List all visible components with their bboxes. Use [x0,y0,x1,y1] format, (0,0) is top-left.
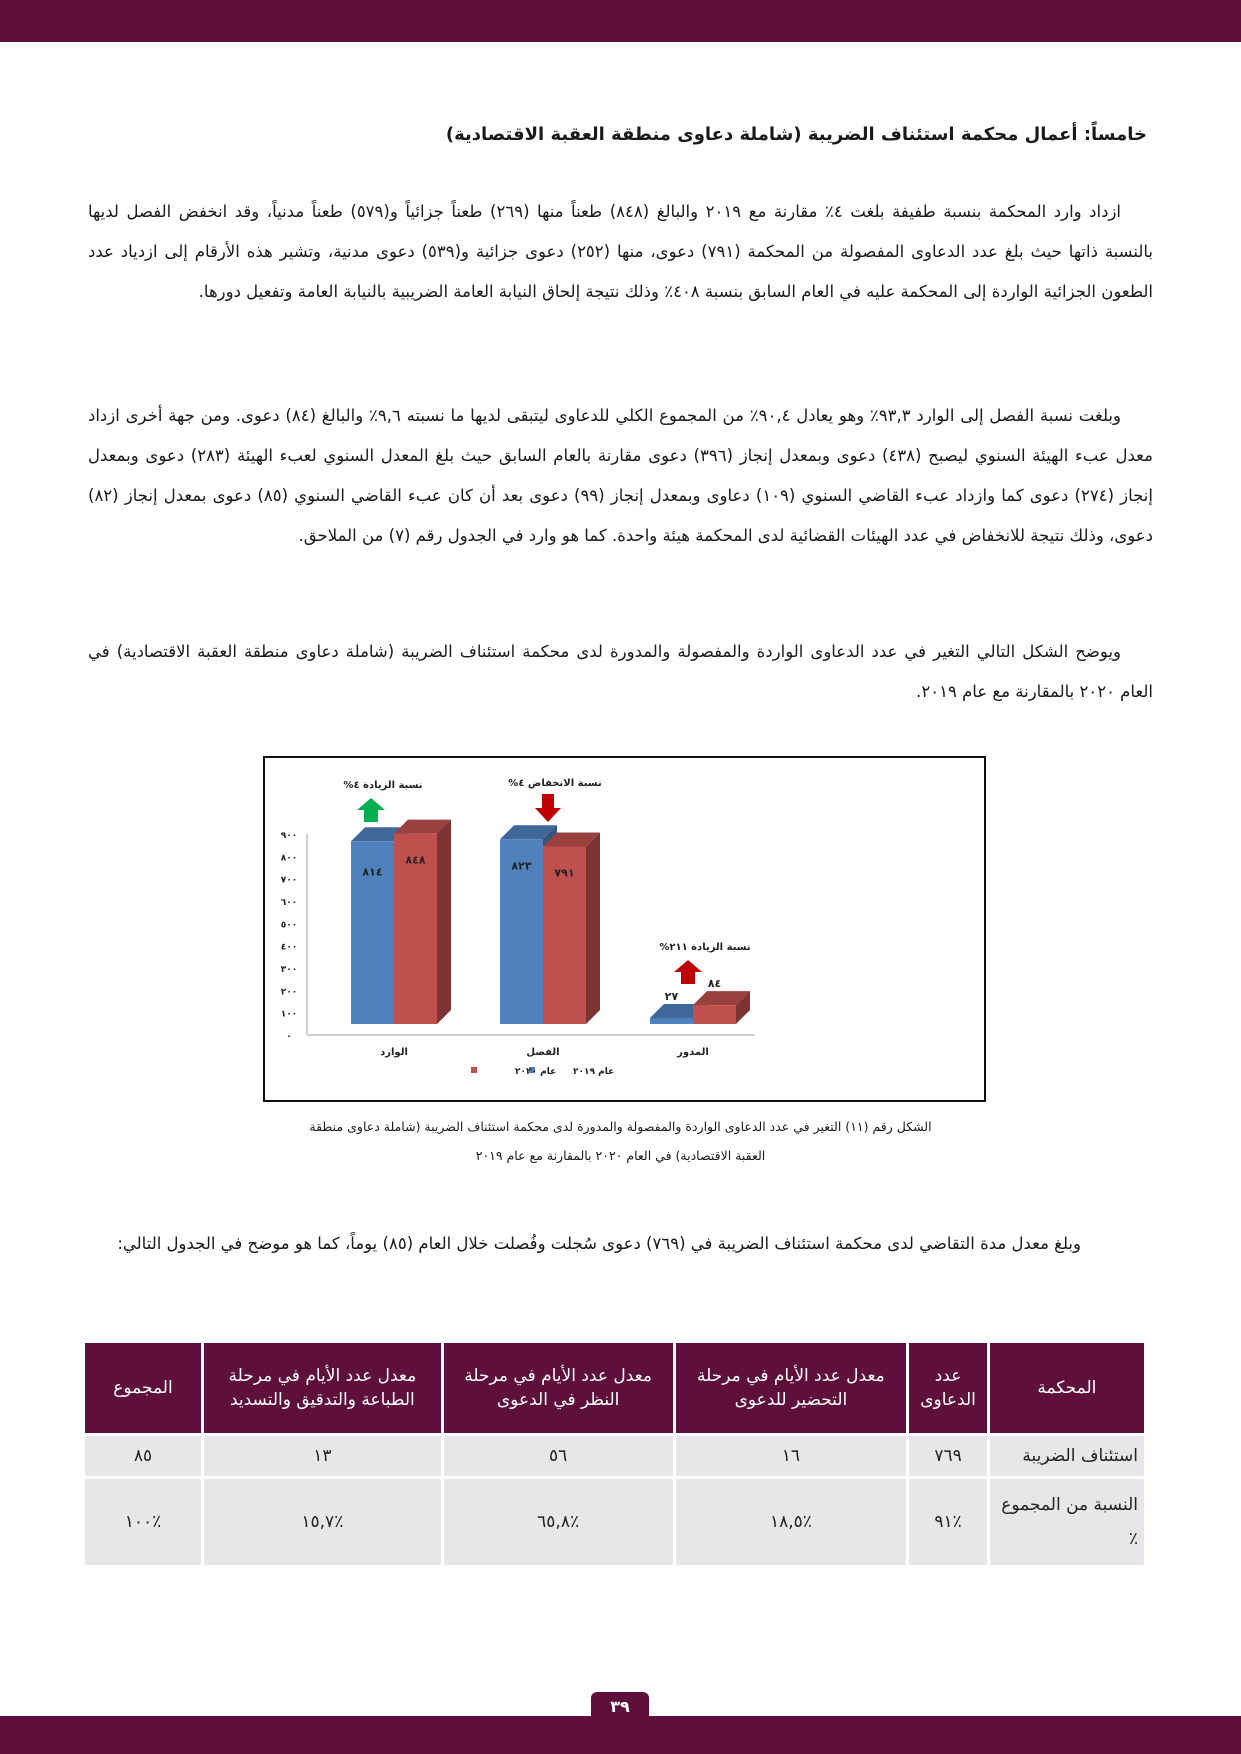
section-heading: خامساً: أعمال محكمة استئناف الضريبة (شاملة دعاوى منطقة العقبة الاقتصادية) [445,124,1147,145]
data-label: ٨١٤ [362,865,383,879]
y-tick-label: ٤٠٠ [280,942,298,953]
header-band [0,0,1241,42]
data-label: ٢٧ [664,989,679,1003]
table-header-row [85,1343,1144,1433]
y-tick-label: ٥٠٠ [280,920,298,931]
paragraph-1-text: ازداد وارد المحكمة بنسبة طفيفة بلغت ٤٪ مقارنة مع ٢٠١٩ والبالغ (٨٤٨) طعناً منها (٢٦٩) طعناً جزائياً و(٥٧٩) طعناً مدنياً، وقد انخفض الفصل لديها بالنسبة ذاتها حيث بلغ عدد الدعاوى المفصولة من المحكمة (٧٩١) دعوى، منها (٢٥٢) دعوى جزائية و(٥٣٩) دعوى مدنية، وتشير هذه الأرقام إلى ازدياد عدد الطعون الجزائية الواردة إلى المحكمة عليه في العام السابق بنسبة ٤٠٨٪ وذلك نتيجة إلحاق النيابة العامة الضريبية بالنيابة العامة وتفعيل دورها. [88,202,1154,301]
data-label: ٨٤ [707,977,722,991]
legend-label: عام ٢٠١٩ [573,1067,615,1077]
annotation-label: نسبة الزيادة ٢١١% [659,942,751,953]
y-tick-label: ٢٠٠ [280,987,298,998]
page-number: ٣٩ [591,1692,649,1720]
paragraph-2-text: وبلغت نسبة الفصل إلى الوارد ٩٣,٣٪ وهو يعادل ٩٠,٤٪ من المجموع الكلي للدعاوى ليتبقى لديها ما نسبته ٩,٦٪ والبالغ (٨٤) دعوى. ومن جهة أخرى ازداد معدل عبء الهيئة السنوي ليصبح (٤٣٨) دعوى وبمعدل إنجاز (٣٩٦) دعوى مقارنة بالعام السابق حيث بلغ المعدل السنوي لعبء الهيئة (٢٨٣) دعوى وبمعدل إنجاز (٢٧٤) دعوى كما وازداد عبء القاضي السنوي (١٠٩) دعاوى وبمعدل إنجاز (٩٩) دعوى بعد أن كان عبء القاضي السنوي (٨٥) دعوى بمعدل إنجاز (٨٢) دعوى، وذلك نتيجة للانخفاض في عدد الهيئات القضائية لدى المحكمة هيئة واحدة. كما هو وارد في الجدول رقم (٧) من الملاحق. [88,406,1153,545]
data-label: ٨٤٨ [405,853,426,867]
cell: ٪١٨,٥ [676,1479,907,1565]
col-total: المجموع [85,1343,201,1433]
caption-line-1: الشكل رقم (١١) التغير في عدد الدعاوى الواردة والمفصولة والمدورة لدى محكمة استئناف الضريبة (شاملة دعاوى منطقة [309,1119,932,1134]
arrow-up-icon [674,960,702,984]
bar-side-face [586,832,600,1024]
col-cases: عدد الدعاوى [909,1343,986,1433]
y-tick-label: ٦٠٠ [280,898,298,908]
y-tick-label: ٨٠٠ [280,853,298,864]
cell: ٪١٠٠ [85,1479,201,1565]
data-label: ٧٩١ [554,866,575,880]
paragraph-3 [88,632,1153,712]
bar [650,1018,693,1024]
paragraph-2 [88,396,1153,556]
category-label: الوارد [380,1047,408,1058]
cell: ٨٥ [85,1436,201,1476]
col-court: المحكمة [990,1343,1144,1433]
annotation-label: نسبة الزيادة ٤% [343,780,423,791]
y-tick-label: ٧٠٠ [280,875,298,886]
table-row [85,1436,1144,1476]
category-label: المدور [677,1047,709,1058]
y-tick-label: ١٠٠ [280,1009,298,1020]
paragraph-1 [88,192,1153,312]
cell: ١٦ [676,1436,907,1476]
cell: ٧٦٩ [909,1436,986,1476]
chart-svg [265,758,984,1100]
col-printing: معدل عدد الأيام في مرحلة الطباعة والتدقيق والتسديد [204,1343,441,1433]
cell: استئناف الضريبة [990,1436,1144,1476]
bar-side-face [437,820,451,1024]
legend-label: عام ٢٠٢٠ [515,1067,557,1077]
paragraph-4 [93,1224,1113,1264]
category-label: الفصل [526,1047,560,1058]
footer-band [0,1716,1241,1754]
cell: ٪١٥,٧ [204,1479,441,1565]
paragraph-3-text: ويوضح الشكل التالي التغير في عدد الدعاوى الواردة والمفصولة والمدورة لدى محكمة استئناف الضريبة (شاملة دعاوى منطقة العقبة الاقتصادية) في العام ٢٠٢٠ بالمقارنة مع عام ٢٠١٩. [88,642,1153,701]
arrow-down-icon [535,794,561,822]
caption-line-2: العقبة الاقتصادية) في العام ٢٠٢٠ بالمقارنة مع عام ٢٠١٩ [475,1148,766,1163]
arrow-up-icon [357,798,385,822]
table-row [85,1479,1144,1565]
y-tick-label: ٣٠٠ [280,965,298,975]
litigation-duration-table [82,1340,1147,1568]
cell: ٪٦٥,٨ [444,1479,673,1565]
figure-caption [200,1112,1041,1170]
cell: ١٣ [204,1436,441,1476]
legend-swatch [471,1067,477,1073]
cell: ٥٦ [444,1436,673,1476]
cell: ٪٩١ [909,1479,986,1565]
bar [693,1005,736,1024]
y-tick-label: ٠ [286,1032,292,1042]
y-tick-label: ٩٠٠ [280,831,298,841]
col-review: معدل عدد الأيام في مرحلة النظر في الدعوى [444,1343,673,1433]
cell: النسبة من المجموع ٪ [990,1479,1144,1565]
annotation-label: نسبة الانخفاض ٤% [508,778,602,789]
data-label: ٨٢٣ [511,859,532,873]
bar-chart [263,756,986,1102]
paragraph-4-text: وبلغ معدل مدة التقاضي لدى محكمة استئناف الضريبة في (٧٦٩) دعوى سُجلت وفُصلت خلال العام (٨٥) يوماً، كما هو موضح في الجدول التالي: [117,1234,1081,1253]
col-preparation: معدل عدد الأيام في مرحلة التحضير للدعوى [676,1343,907,1433]
